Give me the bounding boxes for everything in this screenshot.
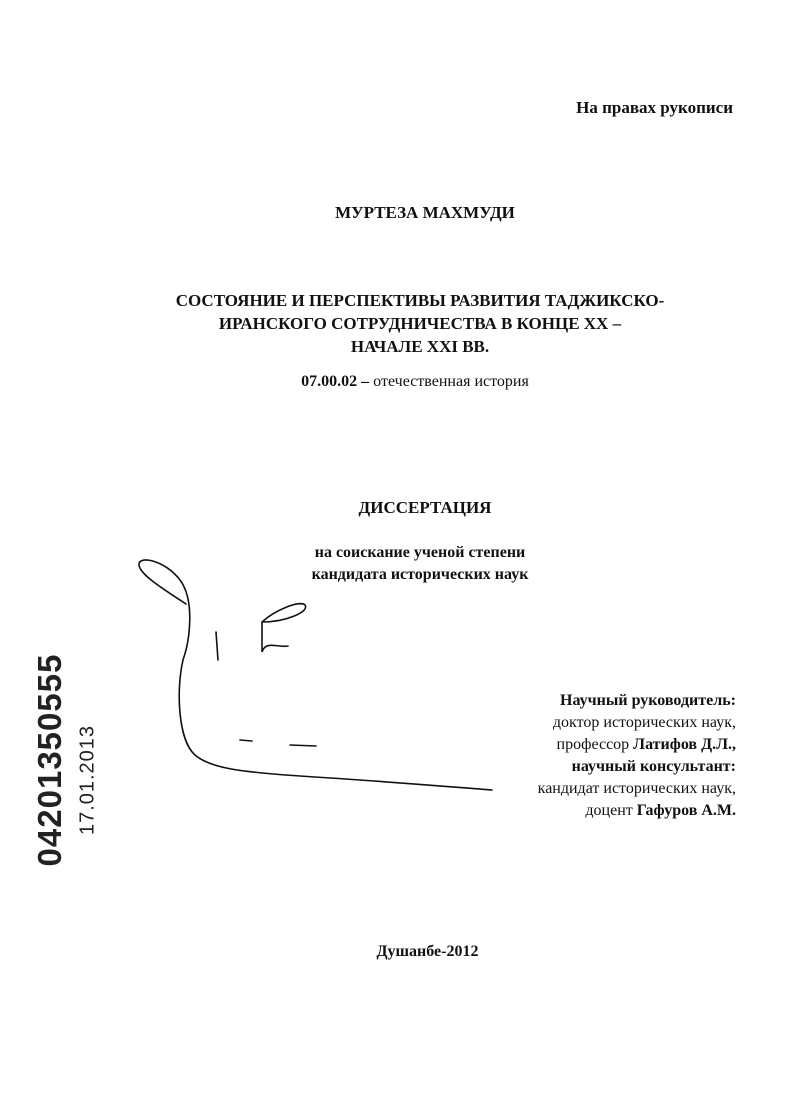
consultant-line xyxy=(538,800,736,822)
consultant-title: доцент xyxy=(585,802,637,819)
supervisor-label: Научный руководитель: xyxy=(560,692,736,709)
rights-note: На правах рукописи xyxy=(576,98,733,117)
supervisor-line xyxy=(538,734,736,756)
author-name: МУРТЕЗА МАХМУДИ xyxy=(335,203,515,222)
title-line-2: ИРАНСКОГО СОТРУДНИЧЕСТВА В КОНЦЕ XX – xyxy=(218,314,622,333)
degree-line-1: на соискание ученой степени xyxy=(314,544,526,561)
specialty-name: отечественная история xyxy=(373,373,529,390)
consultant-degree: кандидат исторических наук, xyxy=(537,780,736,797)
consultant-name: Гафуров А.М. xyxy=(636,802,736,819)
supervisor-name: Латифов Д.Л., xyxy=(633,736,736,753)
supervisor-title: профессор xyxy=(556,736,634,753)
title-line-3: НАЧАЛЕ XXI ВВ. xyxy=(350,337,490,356)
advisors-block xyxy=(538,690,736,822)
specialty-separator: – xyxy=(357,373,374,390)
library-stamp-date: 17.01.2013 xyxy=(76,724,99,836)
supervisor-degree: доктор исторических наук, xyxy=(552,714,736,731)
degree-line-2: кандидата исторических наук xyxy=(311,566,529,583)
city-year: Душанбе-2012 xyxy=(376,943,479,960)
document-type: ДИССЕРТАЦИЯ xyxy=(358,498,492,517)
specialty-code: 07.00.02 xyxy=(301,373,358,390)
consultant-label: научный консультант: xyxy=(571,758,736,775)
title-line-1: СОСТОЯНИЕ И ПЕРСПЕКТИВЫ РАЗВИТИЯ ТАДЖИКСКО- xyxy=(175,291,665,310)
library-stamp-number: 04201350555 xyxy=(31,653,68,867)
